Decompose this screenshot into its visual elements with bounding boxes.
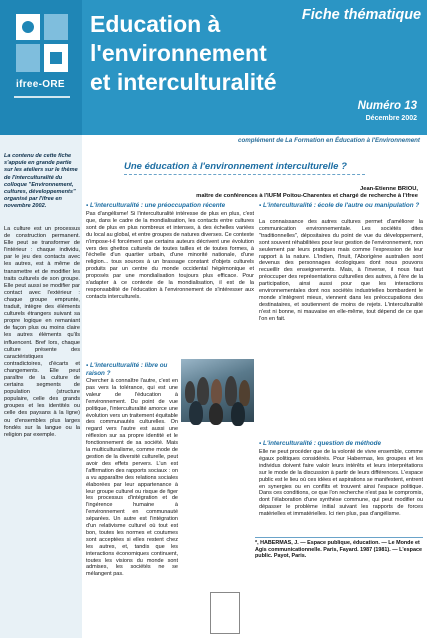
section-heading-2: ▪ L'interculturalité : libre ou raison ? xyxy=(86,362,178,377)
issue-date: Décembre 2002 xyxy=(365,115,417,122)
section-body-2: Chercher à connaître l'autre, c'est en pas vers la tolérance, qui est une valeur de l'éducation à l'environnement. Du point de vue politique, l'interculturalité amorce une évolution vers un traitement équitable des communautés culturelles. On regard vers l'autre est aussi une réflexion sur sa propre identité et le fonctionnement de sa société. Mais la multiculturalisme, comme mode de gestion de la diversité culturelle, peut avoir des effets pervers. L'un est l'affirmation des rapports sociaux : on a vu apparaître des relations sociales élaborées par leur appartenance à leur groupe culturel ou risque de figer les processus d'intégration et de l'ingérence humaine à l'environnement en communauté séparées. Un autre est l'intégration d'un relativisme culturel où tout est bon, toutes les normes et coutumes sont acceptées si elles restent chez les autres, et, tandis que les interactions économiques continuent, toutes les visions du monde sont admises, les sociétés ne se mélangent pas. xyxy=(86,378,178,578)
complement-line: complément de La Formation en Éducation à l'Environnement xyxy=(238,137,420,144)
section-body-3: La connaissance des autres cultures permet d'améliorer la communication environnementale. Les sociétés dites "traditionnelles", dépositaires du point de vue du développement, sont souvent réhabilitées pour leur gestion de l'environnement, non seulement par leurs pratiques mais comme l'expression de leur rapport à la nature. L'Indien, l'Inuit, l'Aborigène australien sont devenus des personnages écologiques dont nous pouvons recueillir des enseignements. Mais, à l'inverse, il nous faut préoccuper des représentations culturelles des autres, à l'ère de la participation, ainsi aussi pour que les interactions environnementales dont nos sociétés industrielles bombardent le monde s'intègrent mieux, viennent dans les préoccupations des destinataires, et soutiennent de moins de rejets. L'interculturalité n'est ni bonne, ni mauvaise en elle-même, tout dépend de ce que l'on en fait. xyxy=(259,219,423,322)
sponsor-logo xyxy=(210,592,240,634)
section-heading-3: ▪ L'interculturalité : école de l'autre ou manipulation ? xyxy=(259,202,423,210)
title-line: l'environnement xyxy=(90,40,267,66)
sidebar-culture-text: La culture est un processus de construction permanent. Elle peut se transformer de l'intérieur : chaque individu, par le jeu des contacts avec les autres, est à même de transmettre et de modifier les traits culturels de son groupe. Elle peut aussi se modifier par contact avec l'extérieur : chaque groupe emprunte, traduit, intègre des éléments culturels étrangers suivant sa propre logique en remaniant de façon plus ou moins claire les autres éléments qu'ils influencent. Bref lors, chaque culture présente des caractéristiques contradictoires, d'écarts et changements. Elle peut paraître de la culture de certains segments de population (structure populaire, celle des grands groupes et les identités ou celle des paysans à la ligne) ou d'ensembles plus larges fondés sur la langue ou la religion par exemple. xyxy=(4,226,80,438)
section-body-4: Elle ne peut procéder que de la volonté de vivre ensemble, comme égaux politiques considérés. Pour Habermas, les groupes et les individus doivent faire valoir leurs intérêts et leurs interprétations sur le mode de la discussion à partir de leurs différences. L'espace public est le lieu où ces idées et aspirations se manifestent, entrent en synergies ou en conflits et trouvent ainsi l'espace politique. Dans ces conditions, ce que l'on recherche n'est pas le compromis, dont l'élaboration d'une synthèse commune, qui peut modifier ou dépasser le problème initial suivant les rapports de forces matérielles et immatérielles. Ici rien plus, pas d'angélisme. xyxy=(259,449,423,518)
title-divider xyxy=(124,174,365,175)
title-line: Education à xyxy=(90,11,221,37)
section-heading-4: ▪ L'interculturalité : question de méthode xyxy=(259,440,423,448)
section-body-1: Pas d'angélisme! Si l'interculturalité intéresse de plus en plus, c'est que, dans le cadre de la mondialisation, les contacts entre cultures sont de plus en plus nombreux et intenses, à des échelles variées du local au global, et entre groupes de natures diverses. Ce contexte n'impose-t-il forcément que certains auteurs décrivent une évolution vers des ghettos culturels de toutes tailles et de toutes formes, à l'échelle d'un quartier urbain, d'une minorité nationale, d'une religion... tous sources à un brassage constant d'objets culturels produits par un centre du monde occidental hégémonique et proposés par une mondialisation toujours plus efficace. Pour s'adapter à ce contexte de la mondialisation, il est de la responsabilité de l'éducation à l'environnement de s'intéresser aux contacts interculturels. xyxy=(86,211,254,300)
publication-title xyxy=(90,10,320,97)
section-body-2-cont xyxy=(86,424,254,586)
ifree-logo-mark-icon xyxy=(14,12,70,74)
ifree-logo xyxy=(0,0,82,135)
logo-label: ifree-ORE xyxy=(16,79,65,90)
group-photo xyxy=(181,359,254,422)
article-title: Une éducation à l'environnement interculturelle ? xyxy=(124,161,347,172)
section-body-1-cont xyxy=(86,277,178,357)
author-block xyxy=(178,186,418,200)
section-heading-1: ▪ L'interculturalité : une préoccupation récente xyxy=(86,202,254,210)
footnote-divider xyxy=(255,537,423,538)
author-role: maître de conférences à l'IUFM Poitou-Charentes et chargé de recherche à l'ifree xyxy=(196,193,418,200)
issue-number xyxy=(358,100,417,125)
fiche-thematique-tag: Fiche thématique xyxy=(301,7,422,23)
title-line: et interculturalité xyxy=(90,69,277,95)
sidebar-intro: La contenu de cette fiche s'appuie en grande partie sur les ateliers sur le thème de l'interculturalité du colloque "Environnement, cultures, développements" organisé par l'ifree en novembre 2002. xyxy=(4,153,78,210)
issue-number-label: Numéro 13 xyxy=(357,100,417,112)
author-name: Jean-Etienne BRIOU, xyxy=(360,186,418,192)
footnote: *, HABERMAS, J. — Espace publique, éducation. — Le Monde et Agis communicationnelle. Paris, Fayard. 1987 (1981). — L'espace public. Payot, Paris. xyxy=(255,540,422,560)
logo-divider xyxy=(14,96,70,98)
